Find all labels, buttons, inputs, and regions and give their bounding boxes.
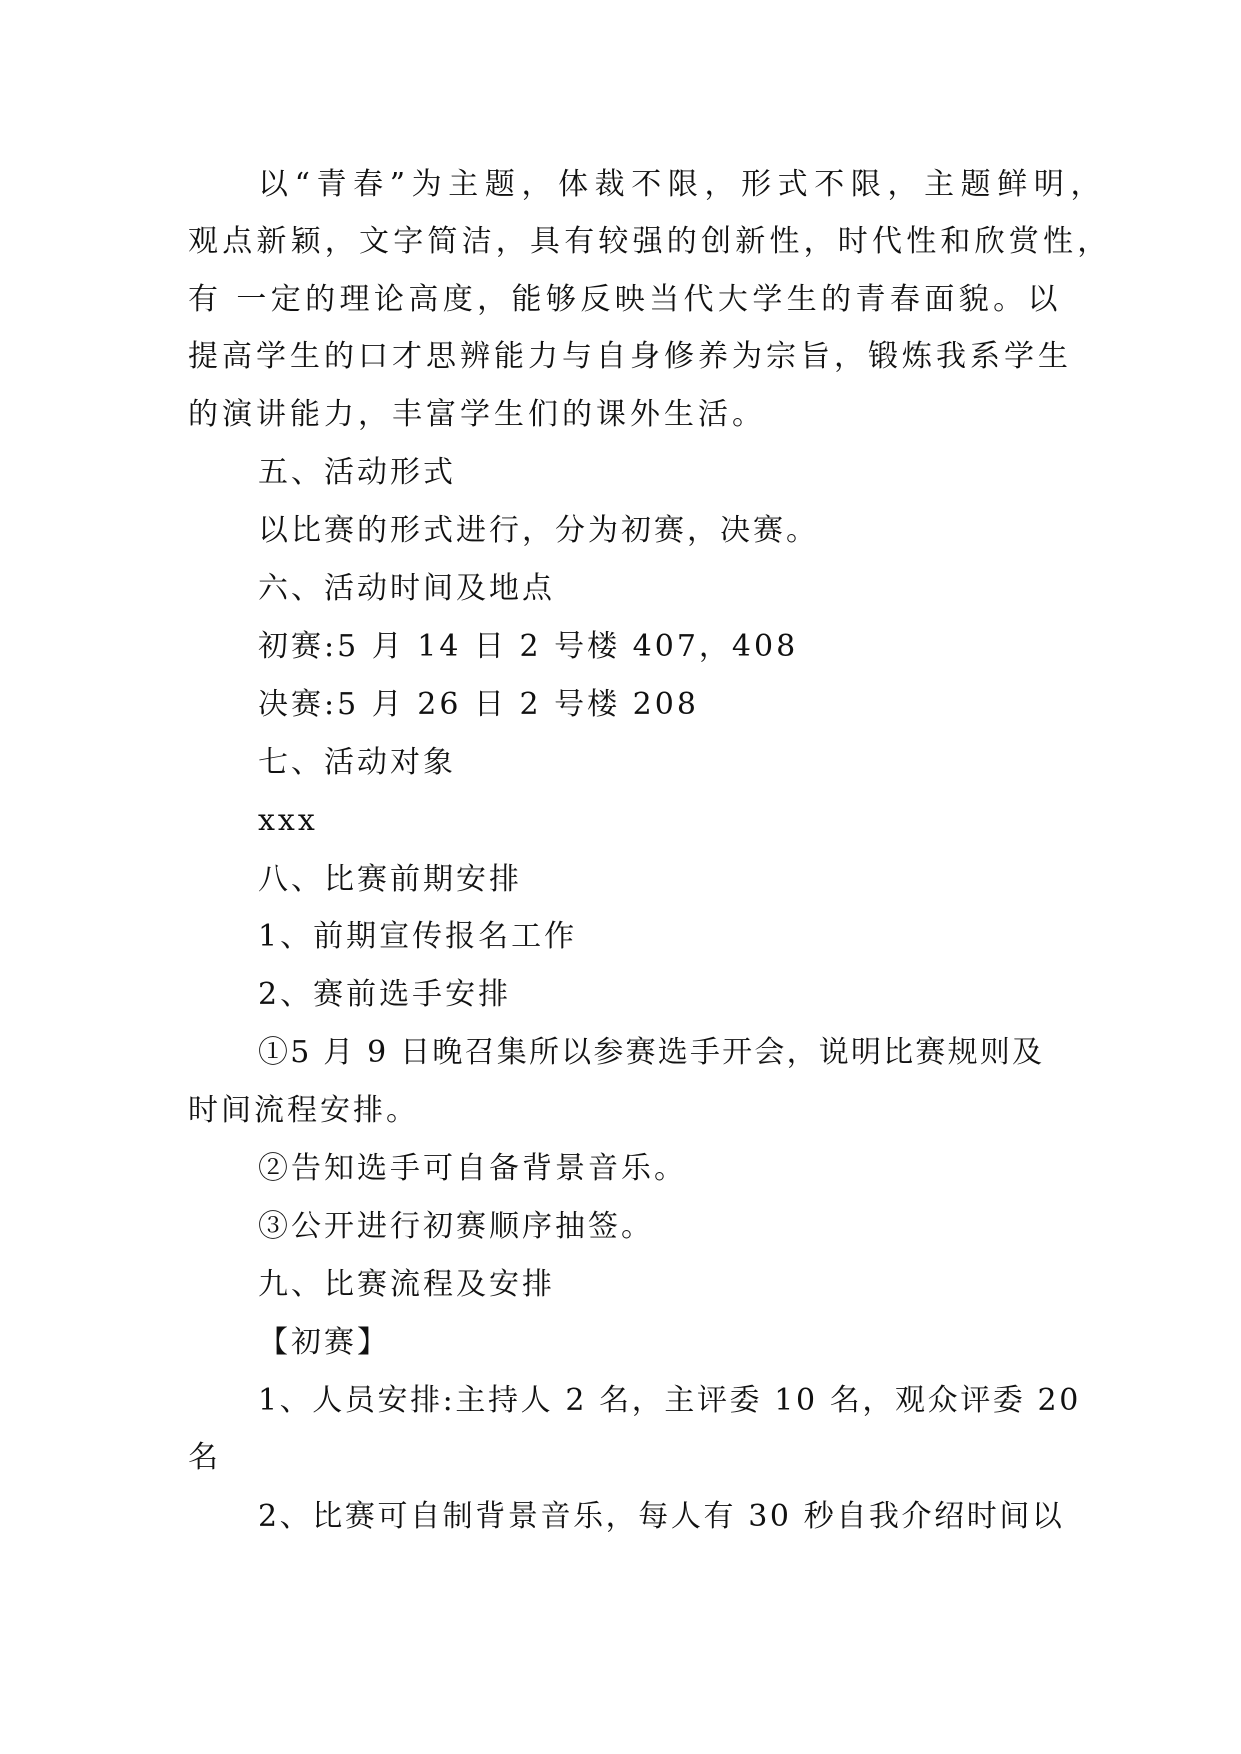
paragraph-line: 决赛:5 月 26 日 2 号楼 208 [258, 687, 699, 722]
section-heading: 六、活动时间及地点 [258, 571, 555, 606]
paragraph-line: 的演讲能力，丰富学生们的课外生活。 [188, 397, 766, 432]
paragraph-line: 以比赛的形式进行，分为初赛，决赛。 [258, 513, 819, 548]
section-heading: 五、活动形式 [258, 455, 456, 490]
paragraph-line: 初赛:5 月 14 日 2 号楼 407，408 [258, 629, 799, 664]
section-heading: 九、比赛流程及安排 [258, 1267, 555, 1302]
list-item: ②告知选手可自备背景音乐。 [258, 1151, 687, 1186]
section-heading: 八、比赛前期安排 [258, 862, 522, 897]
list-item: 1、前期宣传报名工作 [258, 919, 578, 954]
list-item: ③公开进行初赛顺序抽签。 [258, 1209, 654, 1244]
paragraph-line: 时间流程安排。 [188, 1093, 419, 1128]
list-item: 1、人员安排:主持人 2 名，主评委 10 名，观众评委 20 [258, 1383, 1081, 1418]
paragraph-line: xxx [258, 803, 318, 838]
paragraph-line: 名 [188, 1440, 221, 1475]
paragraph-line: 有 一定的理论高度，能够反映当代大学生的青春面貌。以 [188, 282, 1062, 317]
subsection-heading: 【初赛】 [258, 1325, 390, 1360]
section-heading: 七、活动对象 [258, 745, 456, 780]
list-item: ①5 月 9 日晚召集所以参赛选手开会，说明比赛规则及 [258, 1035, 1045, 1070]
paragraph-line: 观点新颖，文字简洁，具有较强的创新性，时代性和欣赏性， [188, 224, 1112, 259]
list-item: 2、赛前选手安排 [258, 977, 512, 1012]
paragraph-line: 以“青春”为主题，体裁不限，形式不限，主题鲜明， [258, 167, 1108, 202]
paragraph-line: 提高学生的口才思辨能力与自身修养为宗旨，锻炼我系学生 [188, 339, 1072, 374]
list-item: 2、比赛可自制背景音乐，每人有 30 秒自我介绍时间以 [258, 1499, 1065, 1534]
